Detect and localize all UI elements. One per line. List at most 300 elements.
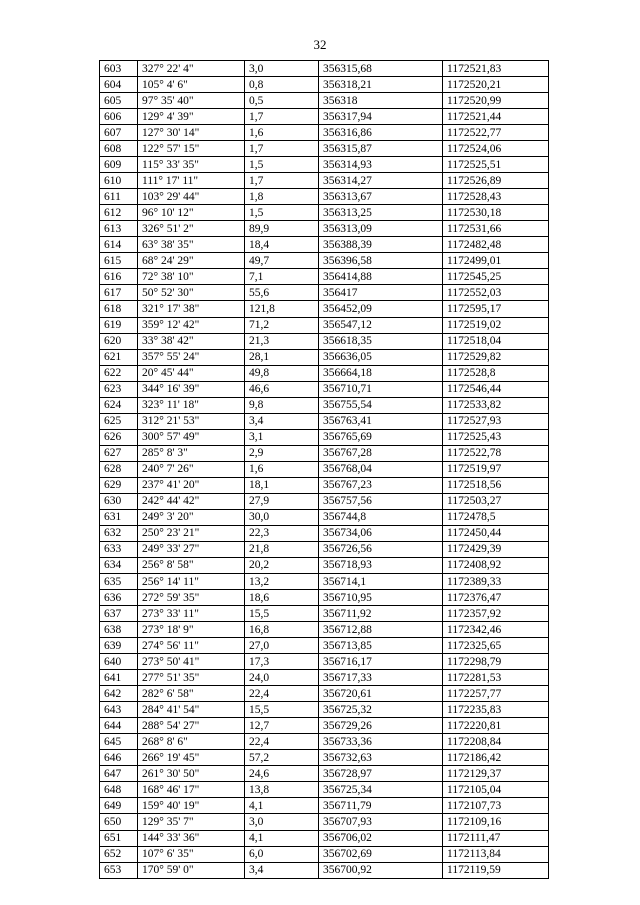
y-coordinate-cell: 1172450,44	[443, 525, 549, 541]
table-row	[100, 429, 549, 445]
table-row	[100, 525, 549, 541]
x-coordinate-cell: 356734,06	[319, 525, 443, 541]
table-row	[100, 830, 549, 846]
y-coordinate-cell: 1172220,81	[443, 718, 549, 734]
point-number-cell: 645	[100, 734, 138, 750]
distance-cell: 1,5	[245, 205, 319, 221]
y-coordinate-cell: 1172545,25	[443, 269, 549, 285]
point-number-cell: 650	[100, 814, 138, 830]
distance-cell: 18,4	[245, 237, 319, 253]
x-coordinate-cell: 356716,17	[319, 654, 443, 670]
y-coordinate-cell: 1172478,5	[443, 509, 549, 525]
point-number-cell: 604	[100, 77, 138, 93]
x-coordinate-cell: 356768,04	[319, 461, 443, 477]
distance-cell: 1,7	[245, 141, 319, 157]
point-number-cell: 608	[100, 141, 138, 157]
distance-cell: 4,1	[245, 798, 319, 814]
table-row	[100, 606, 549, 622]
distance-cell: 17,3	[245, 654, 319, 670]
bearing-cell: 33° 38' 42"	[138, 333, 245, 349]
bearing-cell: 122° 57' 15"	[138, 141, 245, 157]
bearing-cell: 240° 7' 26"	[138, 461, 245, 477]
y-coordinate-cell: 1172525,43	[443, 429, 549, 445]
table-row	[100, 766, 549, 782]
y-coordinate-cell: 1172526,89	[443, 173, 549, 189]
distance-cell: 57,2	[245, 750, 319, 766]
x-coordinate-cell: 356717,33	[319, 670, 443, 686]
table-row	[100, 333, 549, 349]
x-coordinate-cell: 356729,26	[319, 718, 443, 734]
distance-cell: 27,9	[245, 493, 319, 509]
distance-cell: 3,4	[245, 862, 319, 878]
bearing-cell: 237° 41' 20"	[138, 477, 245, 493]
distance-cell: 3,0	[245, 61, 319, 77]
x-coordinate-cell: 356414,88	[319, 269, 443, 285]
table-row	[100, 157, 549, 173]
x-coordinate-cell: 356711,79	[319, 798, 443, 814]
distance-cell: 1,6	[245, 461, 319, 477]
point-number-cell: 603	[100, 61, 138, 77]
y-coordinate-cell: 1172595,17	[443, 301, 549, 317]
x-coordinate-cell: 356315,87	[319, 141, 443, 157]
bearing-cell: 261° 30' 50"	[138, 766, 245, 782]
distance-cell: 1,7	[245, 109, 319, 125]
y-coordinate-cell: 1172528,43	[443, 189, 549, 205]
bearing-cell: 300° 57' 49"	[138, 429, 245, 445]
distance-cell: 1,6	[245, 125, 319, 141]
point-number-cell: 639	[100, 638, 138, 654]
x-coordinate-cell: 356710,95	[319, 590, 443, 606]
point-number-cell: 647	[100, 766, 138, 782]
y-coordinate-cell: 1172552,03	[443, 285, 549, 301]
bearing-cell: 168° 46' 17"	[138, 782, 245, 798]
y-coordinate-cell: 1172519,02	[443, 317, 549, 333]
point-number-cell: 609	[100, 157, 138, 173]
x-coordinate-cell: 356396,58	[319, 253, 443, 269]
y-coordinate-cell: 1172503,27	[443, 493, 549, 509]
table-row	[100, 750, 549, 766]
x-coordinate-cell: 356315,68	[319, 61, 443, 77]
y-coordinate-cell: 1172499,01	[443, 253, 549, 269]
x-coordinate-cell: 356316,86	[319, 125, 443, 141]
x-coordinate-cell: 356720,61	[319, 686, 443, 702]
bearing-cell: 268° 8' 6"	[138, 734, 245, 750]
point-number-cell: 610	[100, 173, 138, 189]
bearing-cell: 129° 35' 7"	[138, 814, 245, 830]
bearing-cell: 103° 29' 44"	[138, 189, 245, 205]
table-row	[100, 782, 549, 798]
table-row	[100, 622, 549, 638]
x-coordinate-cell: 356733,36	[319, 734, 443, 750]
x-coordinate-cell: 356452,09	[319, 301, 443, 317]
y-coordinate-cell: 1172325,65	[443, 638, 549, 654]
table-row	[100, 237, 549, 253]
y-coordinate-cell: 1172525,51	[443, 157, 549, 173]
point-number-cell: 613	[100, 221, 138, 237]
x-coordinate-cell: 356767,28	[319, 445, 443, 461]
y-coordinate-cell: 1172376,47	[443, 590, 549, 606]
x-coordinate-cell: 356763,41	[319, 413, 443, 429]
distance-cell: 49,8	[245, 365, 319, 381]
table-row	[100, 509, 549, 525]
x-coordinate-cell: 356618,35	[319, 333, 443, 349]
table-row	[100, 670, 549, 686]
table-row	[100, 269, 549, 285]
x-coordinate-cell: 356765,69	[319, 429, 443, 445]
table-row	[100, 654, 549, 670]
distance-cell: 55,6	[245, 285, 319, 301]
table-row	[100, 734, 549, 750]
y-coordinate-cell: 1172107,73	[443, 798, 549, 814]
point-number-cell: 629	[100, 477, 138, 493]
distance-cell: 21,3	[245, 333, 319, 349]
bearing-cell: 344° 16' 39"	[138, 381, 245, 397]
x-coordinate-cell: 356702,69	[319, 846, 443, 862]
table-row	[100, 814, 549, 830]
distance-cell: 9,8	[245, 397, 319, 413]
point-number-cell: 648	[100, 782, 138, 798]
point-number-cell: 605	[100, 93, 138, 109]
point-number-cell: 646	[100, 750, 138, 766]
distance-cell: 0,8	[245, 77, 319, 93]
bearing-cell: 312° 21' 53"	[138, 413, 245, 429]
y-coordinate-cell: 1172518,56	[443, 477, 549, 493]
y-coordinate-cell: 1172522,78	[443, 445, 549, 461]
point-number-cell: 632	[100, 525, 138, 541]
bearing-cell: 357° 55' 24"	[138, 349, 245, 365]
y-coordinate-cell: 1172208,84	[443, 734, 549, 750]
point-number-cell: 651	[100, 830, 138, 846]
bearing-cell: 107° 6' 35"	[138, 846, 245, 862]
point-number-cell: 618	[100, 301, 138, 317]
x-coordinate-cell: 356707,93	[319, 814, 443, 830]
table-row	[100, 557, 549, 573]
bearing-cell: 242° 44' 42"	[138, 493, 245, 509]
bearing-cell: 272° 59' 35"	[138, 590, 245, 606]
point-number-cell: 616	[100, 269, 138, 285]
table-row	[100, 173, 549, 189]
table-row	[100, 493, 549, 509]
distance-cell: 20,2	[245, 557, 319, 573]
y-coordinate-cell: 1172522,77	[443, 125, 549, 141]
x-coordinate-cell: 356726,56	[319, 541, 443, 557]
x-coordinate-cell: 356547,12	[319, 317, 443, 333]
table-row	[100, 686, 549, 702]
y-coordinate-cell: 1172109,16	[443, 814, 549, 830]
y-coordinate-cell: 1172530,18	[443, 205, 549, 221]
table-row	[100, 77, 549, 93]
table-row	[100, 862, 549, 878]
bearing-cell: 326° 51' 2"	[138, 221, 245, 237]
x-coordinate-cell: 356711,92	[319, 606, 443, 622]
point-number-cell: 625	[100, 413, 138, 429]
distance-cell: 28,1	[245, 349, 319, 365]
bearing-cell: 359° 12' 42"	[138, 317, 245, 333]
table-row	[100, 253, 549, 269]
point-number-cell: 631	[100, 509, 138, 525]
x-coordinate-cell: 356744,8	[319, 509, 443, 525]
y-coordinate-cell: 1172129,37	[443, 766, 549, 782]
point-number-cell: 620	[100, 333, 138, 349]
x-coordinate-cell: 356314,93	[319, 157, 443, 173]
bearing-cell: 159° 40' 19"	[138, 798, 245, 814]
y-coordinate-cell: 1172482,48	[443, 237, 549, 253]
bearing-cell: 256° 14' 11"	[138, 574, 245, 590]
distance-cell: 1,7	[245, 173, 319, 189]
table-row	[100, 846, 549, 862]
point-number-cell: 637	[100, 606, 138, 622]
x-coordinate-cell: 356712,88	[319, 622, 443, 638]
table-row	[100, 445, 549, 461]
y-coordinate-cell: 1172111,47	[443, 830, 549, 846]
y-coordinate-cell: 1172521,83	[443, 61, 549, 77]
table-row	[100, 638, 549, 654]
bearing-cell: 144° 33' 36"	[138, 830, 245, 846]
coordinates-table	[99, 60, 549, 879]
distance-cell: 1,8	[245, 189, 319, 205]
distance-cell: 0,5	[245, 93, 319, 109]
distance-cell: 13,2	[245, 574, 319, 590]
bearing-cell: 273° 18' 9"	[138, 622, 245, 638]
bearing-cell: 170° 59' 0"	[138, 862, 245, 878]
distance-cell: 30,0	[245, 509, 319, 525]
point-number-cell: 628	[100, 461, 138, 477]
bearing-cell: 111° 17' 11"	[138, 173, 245, 189]
bearing-cell: 273° 50' 41"	[138, 654, 245, 670]
y-coordinate-cell: 1172429,39	[443, 541, 549, 557]
point-number-cell: 644	[100, 718, 138, 734]
table-row	[100, 221, 549, 237]
bearing-cell: 266° 19' 45"	[138, 750, 245, 766]
table-row	[100, 189, 549, 205]
distance-cell: 7,1	[245, 269, 319, 285]
table-row	[100, 461, 549, 477]
distance-cell: 4,1	[245, 830, 319, 846]
distance-cell: 18,6	[245, 590, 319, 606]
y-coordinate-cell: 1172186,42	[443, 750, 549, 766]
bearing-cell: 273° 33' 11"	[138, 606, 245, 622]
table-row	[100, 205, 549, 221]
point-number-cell: 638	[100, 622, 138, 638]
bearing-cell: 249° 33' 27"	[138, 541, 245, 557]
table-row	[100, 413, 549, 429]
x-coordinate-cell: 356725,34	[319, 782, 443, 798]
point-number-cell: 641	[100, 670, 138, 686]
y-coordinate-cell: 1172520,99	[443, 93, 549, 109]
x-coordinate-cell: 356755,54	[319, 397, 443, 413]
bearing-cell: 284° 41' 54"	[138, 702, 245, 718]
point-number-cell: 624	[100, 397, 138, 413]
bearing-cell: 285° 8' 3"	[138, 445, 245, 461]
x-coordinate-cell: 356313,09	[319, 221, 443, 237]
y-coordinate-cell: 1172257,77	[443, 686, 549, 702]
point-number-cell: 621	[100, 349, 138, 365]
distance-cell: 24,6	[245, 766, 319, 782]
distance-cell: 3,4	[245, 413, 319, 429]
point-number-cell: 635	[100, 574, 138, 590]
bearing-cell: 129° 4' 39"	[138, 109, 245, 125]
point-number-cell: 653	[100, 862, 138, 878]
table-row	[100, 141, 549, 157]
distance-cell: 24,0	[245, 670, 319, 686]
y-coordinate-cell: 1172529,82	[443, 349, 549, 365]
table-row	[100, 125, 549, 141]
point-number-cell: 606	[100, 109, 138, 125]
point-number-cell: 615	[100, 253, 138, 269]
point-number-cell: 640	[100, 654, 138, 670]
x-coordinate-cell: 356700,92	[319, 862, 443, 878]
y-coordinate-cell: 1172527,93	[443, 413, 549, 429]
y-coordinate-cell: 1172281,53	[443, 670, 549, 686]
point-number-cell: 636	[100, 590, 138, 606]
x-coordinate-cell: 356757,56	[319, 493, 443, 509]
x-coordinate-cell: 356313,25	[319, 205, 443, 221]
bearing-cell: 63° 38' 35"	[138, 237, 245, 253]
point-number-cell: 642	[100, 686, 138, 702]
table-row	[100, 349, 549, 365]
table-row	[100, 365, 549, 381]
distance-cell: 3,1	[245, 429, 319, 445]
x-coordinate-cell: 356732,63	[319, 750, 443, 766]
table-row	[100, 541, 549, 557]
distance-cell: 15,5	[245, 702, 319, 718]
point-number-cell: 643	[100, 702, 138, 718]
point-number-cell: 634	[100, 557, 138, 573]
table-row	[100, 397, 549, 413]
point-number-cell: 607	[100, 125, 138, 141]
table-row	[100, 109, 549, 125]
point-number-cell: 649	[100, 798, 138, 814]
distance-cell: 1,5	[245, 157, 319, 173]
table-row	[100, 477, 549, 493]
y-coordinate-cell: 1172119,59	[443, 862, 549, 878]
distance-cell: 16,8	[245, 622, 319, 638]
table-row	[100, 590, 549, 606]
distance-cell: 22,3	[245, 525, 319, 541]
y-coordinate-cell: 1172113,84	[443, 846, 549, 862]
point-number-cell: 612	[100, 205, 138, 221]
bearing-cell: 249° 3' 20"	[138, 509, 245, 525]
bearing-cell: 115° 33' 35"	[138, 157, 245, 173]
x-coordinate-cell: 356718,93	[319, 557, 443, 573]
table-row	[100, 798, 549, 814]
distance-cell: 15,5	[245, 606, 319, 622]
bearing-cell: 105° 4' 6"	[138, 77, 245, 93]
x-coordinate-cell: 356664,18	[319, 365, 443, 381]
y-coordinate-cell: 1172528,8	[443, 365, 549, 381]
point-number-cell: 611	[100, 189, 138, 205]
y-coordinate-cell: 1172298,79	[443, 654, 549, 670]
bearing-cell: 72° 38' 10"	[138, 269, 245, 285]
point-number-cell: 623	[100, 381, 138, 397]
x-coordinate-cell: 356767,23	[319, 477, 443, 493]
y-coordinate-cell: 1172389,33	[443, 574, 549, 590]
bearing-cell: 20° 45' 44"	[138, 365, 245, 381]
y-coordinate-cell: 1172519,97	[443, 461, 549, 477]
point-number-cell: 626	[100, 429, 138, 445]
x-coordinate-cell: 356314,27	[319, 173, 443, 189]
y-coordinate-cell: 1172235,83	[443, 702, 549, 718]
x-coordinate-cell: 356714,1	[319, 574, 443, 590]
distance-cell: 46,6	[245, 381, 319, 397]
y-coordinate-cell: 1172524,06	[443, 141, 549, 157]
distance-cell: 21,8	[245, 541, 319, 557]
distance-cell: 18,1	[245, 477, 319, 493]
distance-cell: 22,4	[245, 734, 319, 750]
point-number-cell: 614	[100, 237, 138, 253]
y-coordinate-cell: 1172342,46	[443, 622, 549, 638]
distance-cell: 71,2	[245, 317, 319, 333]
x-coordinate-cell: 356725,32	[319, 702, 443, 718]
point-number-cell: 630	[100, 493, 138, 509]
bearing-cell: 282° 6' 58"	[138, 686, 245, 702]
bearing-cell: 274° 56' 11"	[138, 638, 245, 654]
bearing-cell: 288° 54' 27"	[138, 718, 245, 734]
table-row	[100, 718, 549, 734]
bearing-cell: 50° 52' 30"	[138, 285, 245, 301]
table-row	[100, 317, 549, 333]
table-row	[100, 574, 549, 590]
point-number-cell: 617	[100, 285, 138, 301]
coordinates-table-body	[100, 61, 549, 879]
bearing-cell: 96° 10' 12"	[138, 205, 245, 221]
point-number-cell: 652	[100, 846, 138, 862]
x-coordinate-cell: 356706,02	[319, 830, 443, 846]
x-coordinate-cell: 356313,67	[319, 189, 443, 205]
bearing-cell: 277° 51' 35"	[138, 670, 245, 686]
distance-cell: 49,7	[245, 253, 319, 269]
bearing-cell: 127° 30' 14"	[138, 125, 245, 141]
x-coordinate-cell: 356318	[319, 93, 443, 109]
table-row	[100, 301, 549, 317]
distance-cell: 27,0	[245, 638, 319, 654]
bearing-cell: 97° 35' 40"	[138, 93, 245, 109]
x-coordinate-cell: 356636,05	[319, 349, 443, 365]
bearing-cell: 256° 8' 58"	[138, 557, 245, 573]
bearing-cell: 327° 22' 4"	[138, 61, 245, 77]
point-number-cell: 633	[100, 541, 138, 557]
y-coordinate-cell: 1172105,04	[443, 782, 549, 798]
x-coordinate-cell: 356710,71	[319, 381, 443, 397]
x-coordinate-cell: 356388,39	[319, 237, 443, 253]
point-number-cell: 627	[100, 445, 138, 461]
y-coordinate-cell: 1172357,92	[443, 606, 549, 622]
distance-cell: 12,7	[245, 718, 319, 734]
point-number-cell: 619	[100, 317, 138, 333]
y-coordinate-cell: 1172408,92	[443, 557, 549, 573]
x-coordinate-cell: 356728,97	[319, 766, 443, 782]
bearing-cell: 250° 23' 21"	[138, 525, 245, 541]
bearing-cell: 68° 24' 29"	[138, 253, 245, 269]
distance-cell: 6,0	[245, 846, 319, 862]
distance-cell: 22,4	[245, 686, 319, 702]
table-row	[100, 381, 549, 397]
point-number-cell: 622	[100, 365, 138, 381]
bearing-cell: 323° 11' 18"	[138, 397, 245, 413]
y-coordinate-cell: 1172533,82	[443, 397, 549, 413]
y-coordinate-cell: 1172520,21	[443, 77, 549, 93]
bearing-cell: 321° 17' 38"	[138, 301, 245, 317]
table-row	[100, 285, 549, 301]
table-row	[100, 61, 549, 77]
y-coordinate-cell: 1172518,04	[443, 333, 549, 349]
y-coordinate-cell: 1172521,44	[443, 109, 549, 125]
distance-cell: 2,9	[245, 445, 319, 461]
distance-cell: 13,8	[245, 782, 319, 798]
table-row	[100, 93, 549, 109]
distance-cell: 89,9	[245, 221, 319, 237]
x-coordinate-cell: 356417	[319, 285, 443, 301]
